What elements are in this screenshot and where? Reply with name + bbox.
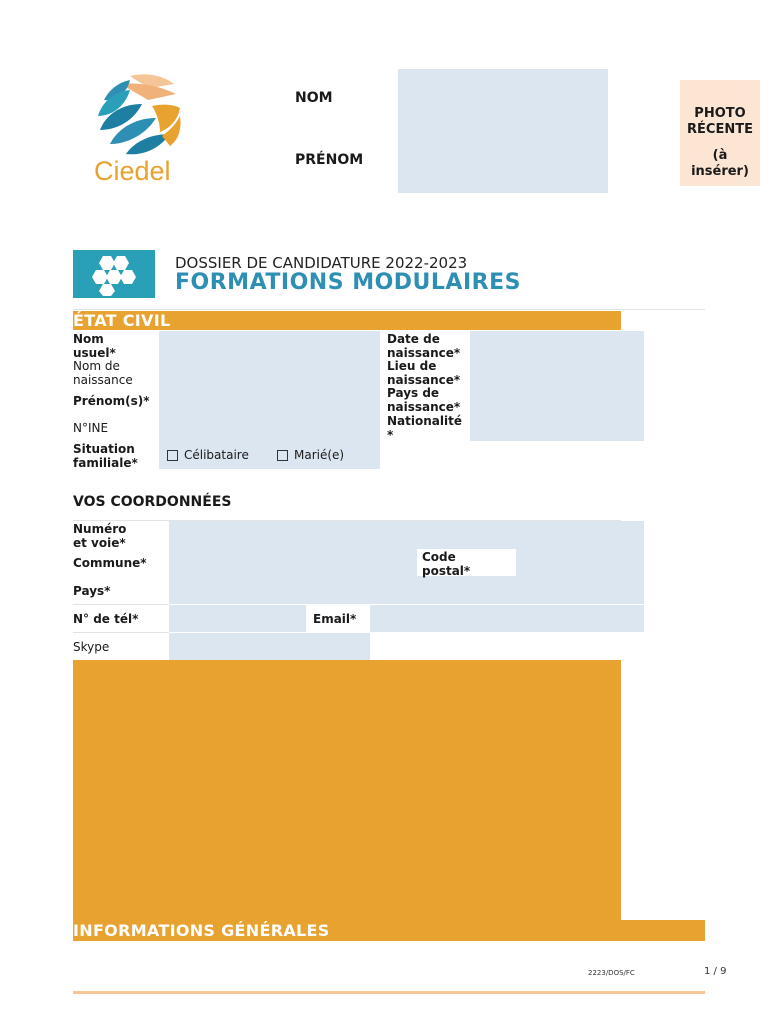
prenoms-label: Prénom(s)* [73,394,150,408]
photo-line-3: (à [712,148,728,163]
situation-label: Situation familiale* [73,442,138,470]
option-marie[interactable] [277,448,344,462]
footer-line [73,991,705,994]
title-divider [73,309,705,310]
logo-emblem-icon [90,70,190,160]
celibataire-label: Célibataire [184,448,249,462]
etat-civil-title: ÉTAT CIVIL [73,311,171,330]
photo-line-1: PHOTO [694,106,746,121]
address-field[interactable] [169,521,644,604]
pays-label: Pays* [73,584,111,598]
informations-title: INFORMATIONS GÉNÉRALES [73,921,330,940]
pays-naissance-label: Pays de naissance* [387,386,461,414]
code-postal-box [417,549,516,576]
commune-label: Commune* [73,556,147,570]
photo-placeholder[interactable] [680,80,760,186]
page-number: 1 / 9 [704,966,727,977]
photo-line-2: RÉCENTE [687,122,753,137]
informations-block [73,660,621,920]
ine-label: N°INE [73,421,109,435]
tel-label: N° de tél* [73,612,139,626]
checkbox-icon[interactable] [167,450,178,461]
informations-header [73,920,705,941]
photo-line-4: insérer) [691,164,749,179]
nationalite-label: Nationalité * [387,414,462,442]
tel-field[interactable] [169,605,306,632]
code-postal-label: Code postal* [422,550,471,578]
coordonnees-title: VOS COORDONNÉES [73,494,232,510]
dossier-subtitle: DOSSIER DE CANDIDATURE 2022-2023 [175,254,468,272]
marie-label: Marié(e) [294,448,345,462]
logo-text: Ciedel [94,156,171,186]
etat-civil-header [73,311,621,330]
option-celibataire[interactable] [167,448,249,462]
email-field[interactable] [370,605,644,632]
lieu-naissance-label: Lieu de naissance* [387,359,461,387]
row-divider [73,604,169,605]
skype-field[interactable] [169,633,370,660]
nom-naissance-label: Nom de naissance [73,359,133,387]
email-label: Email* [313,612,357,626]
hexagon-badge [73,250,155,298]
footer-ref: 2223/DOS/FC [588,969,635,977]
numero-voie-label: Numéro et voie* [73,522,127,550]
ciedel-logo [90,70,190,192]
date-naissance-label: Date de naissance* [387,332,461,360]
etat-civil-left-field[interactable] [159,331,380,441]
skype-label: Skype [73,640,110,654]
prenom-label: PRÉNOM [295,152,364,168]
nom-usuel-label: Nom usuel* [73,332,116,360]
nom-prenom-field[interactable] [398,69,608,193]
formations-title: FORMATIONS MODULAIRES [175,270,521,295]
checkbox-icon[interactable] [277,450,288,461]
hexagon-icon [73,250,155,298]
row-divider [73,632,169,633]
etat-civil-right-field[interactable] [470,331,644,441]
nom-label: NOM [295,90,333,106]
